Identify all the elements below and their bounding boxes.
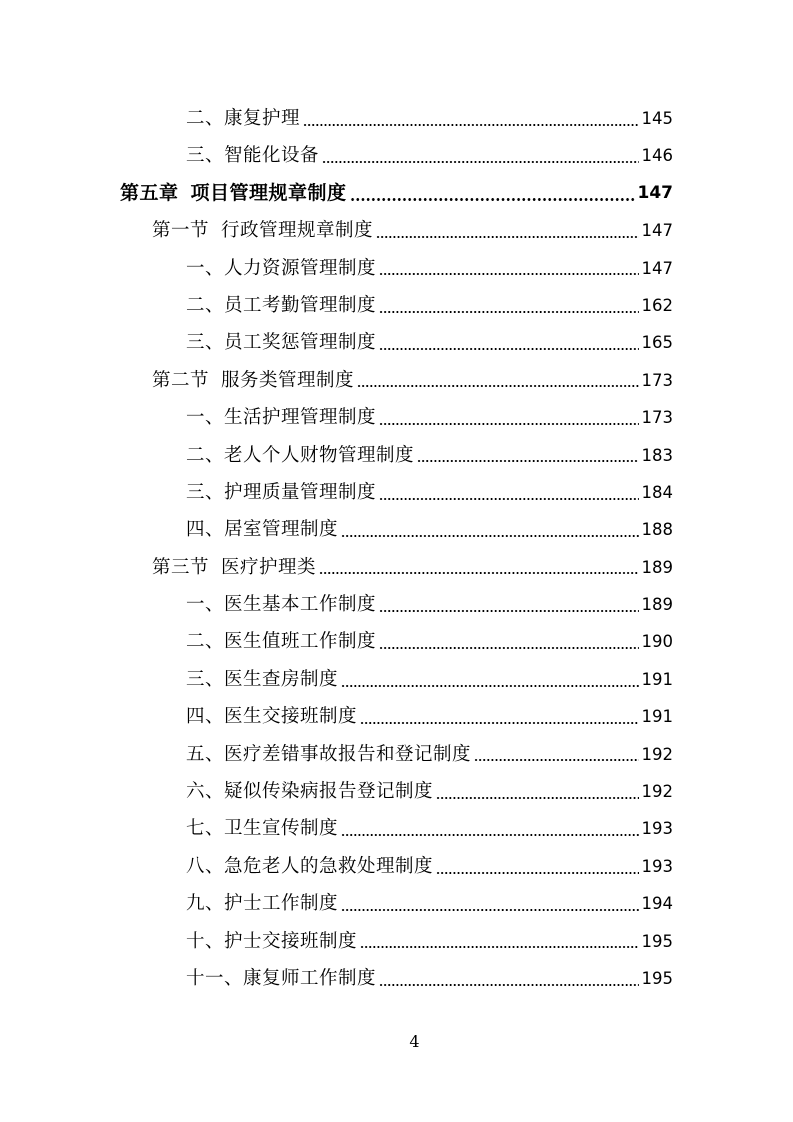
toc-entry-label: 一、 (186, 257, 225, 279)
toc-item-entry[interactable] (0, 810, 673, 847)
toc-entry-text: 医疗差错事故报告和登记制度 (224, 743, 472, 765)
dot-leader (350, 198, 635, 201)
toc-entry-text: 生活护理管理制度 (224, 407, 377, 429)
toc-entry-title (186, 773, 433, 810)
toc-item-entry[interactable] (0, 399, 673, 436)
dot-leader (436, 872, 638, 874)
toc-item-entry[interactable] (0, 586, 673, 623)
toc-entry-text: 康复护理 (224, 108, 301, 129)
toc-entry-label: 二、 (186, 444, 225, 466)
toc-entry-text: 人力资源管理制度 (224, 257, 377, 279)
toc-entry-text: 医生基本工作制度 (224, 594, 377, 616)
toc-entry-text: 康复师工作制度 (243, 967, 377, 989)
dot-leader (436, 797, 638, 799)
toc-entry-title (186, 698, 357, 735)
toc-entry-page: 195 (641, 968, 673, 988)
toc-item-entry[interactable] (0, 100, 673, 137)
toc-item-entry[interactable] (0, 661, 673, 698)
toc-entry-title (186, 137, 319, 174)
toc-entry-text: 居室管理制度 (224, 519, 339, 541)
dot-leader (417, 460, 638, 462)
toc-entry-title (186, 399, 376, 436)
toc-entry-text: 员工奖惩管理制度 (224, 332, 377, 354)
toc-entry-title (186, 923, 357, 960)
toc-entry-page: 183 (641, 445, 673, 465)
toc-entry-text: 服务类管理制度 (221, 369, 355, 391)
toc-entry-title (186, 586, 376, 623)
dot-leader (379, 647, 638, 649)
toc-item-entry[interactable] (0, 923, 673, 960)
dot-leader (376, 236, 638, 238)
toc-entry-label: 二、 (186, 294, 225, 316)
toc-entry-text: 卫生宣传制度 (224, 818, 339, 840)
toc-entry-title (186, 810, 338, 847)
toc-entry-page: 190 (641, 632, 673, 652)
toc-entry-label: 第五章 (120, 181, 179, 204)
dot-leader (474, 759, 638, 761)
toc-entry-label: 六、 (186, 781, 225, 803)
toc-section-entry[interactable] (0, 362, 673, 399)
toc-entry-page: 147 (637, 182, 673, 203)
toc-entry-text: 员工考勤管理制度 (224, 294, 377, 316)
toc-entry-title (186, 250, 376, 287)
toc-entry-text: 智能化设备 (224, 145, 320, 167)
toc-entry-text: 护士交接班制度 (224, 930, 358, 952)
dot-leader (341, 834, 638, 836)
dot-leader (341, 909, 638, 911)
toc-entry-page: 189 (641, 595, 673, 615)
toc-entry-title (186, 474, 376, 511)
toc-entry-page: 192 (641, 744, 673, 764)
dot-leader (319, 572, 638, 574)
dot-leader (379, 423, 638, 425)
toc-entry-label: 四、 (186, 706, 225, 728)
dot-leader (360, 946, 638, 948)
toc-entry-label: 七、 (186, 818, 225, 840)
toc-entry-text: 项目管理规章制度 (190, 181, 347, 204)
toc-entry-title (120, 175, 347, 212)
toc-entry-page: 147 (641, 221, 673, 241)
toc-entry-title (186, 100, 300, 137)
toc-entry-label: 二、 (186, 631, 225, 653)
toc-entry-page: 193 (641, 856, 673, 876)
toc-entry-label: 一、 (186, 407, 225, 429)
toc-entry-page: 145 (641, 109, 673, 128)
toc-entry-page: 193 (641, 819, 673, 839)
toc-entry-title (152, 549, 316, 586)
toc-item-entry[interactable] (0, 848, 673, 885)
toc-entry-label: 二、 (186, 108, 225, 129)
toc-entry-text: 行政管理规章制度 (221, 220, 374, 242)
dot-leader (357, 385, 638, 387)
dot-leader (379, 984, 638, 986)
toc-entry-label: 四、 (186, 519, 225, 541)
dot-leader (303, 124, 638, 126)
toc-entry-text: 医生交接班制度 (224, 706, 358, 728)
toc-entry-label: 三、 (186, 481, 225, 503)
toc-entry-text: 护士工作制度 (224, 893, 339, 915)
toc-item-entry[interactable] (0, 137, 673, 174)
toc-item-entry[interactable] (0, 250, 673, 287)
toc-entry-page: 192 (641, 782, 673, 802)
toc-item-entry[interactable] (0, 324, 673, 361)
toc-entry-label: 第二节 (152, 369, 210, 391)
toc-entry-label: 第三节 (152, 556, 210, 578)
toc-entry-label: 三、 (186, 668, 225, 690)
toc-entry-label: 五、 (186, 743, 225, 765)
table-of-contents (0, 100, 793, 997)
toc-entry-title (186, 324, 376, 361)
toc-entry-text: 医生值班工作制度 (224, 631, 377, 653)
toc-entry-label: 八、 (186, 855, 225, 877)
dot-leader (360, 722, 638, 724)
toc-section-entry[interactable] (0, 549, 673, 586)
toc-entry-text: 医生查房制度 (224, 668, 339, 690)
toc-entry-text: 急危老人的急救处理制度 (224, 855, 434, 877)
dot-leader (322, 161, 638, 163)
toc-entry-page: 173 (641, 370, 673, 390)
toc-entry-page: 165 (641, 333, 673, 353)
toc-entry-title (186, 623, 376, 660)
toc-entry-page: 195 (641, 931, 673, 951)
toc-entry-label: 一、 (186, 594, 225, 616)
toc-item-entry[interactable] (0, 437, 673, 474)
dot-leader (379, 498, 638, 500)
toc-item-entry[interactable] (0, 885, 673, 922)
toc-entry-page: 191 (641, 669, 673, 689)
toc-entry-title (152, 362, 354, 399)
toc-entry-page: 184 (641, 482, 673, 502)
toc-entry-label: 第一节 (152, 220, 210, 242)
toc-item-entry[interactable] (0, 623, 673, 660)
dot-leader (379, 348, 638, 350)
toc-item-entry[interactable] (0, 960, 673, 997)
toc-entry-title (186, 287, 376, 324)
page-number: 4 (409, 1032, 420, 1051)
toc-entry-page: 188 (641, 520, 673, 540)
toc-entry-title (186, 661, 338, 698)
toc-entry-title (186, 960, 376, 997)
toc-chapter-entry[interactable] (0, 175, 673, 212)
toc-item-entry[interactable] (0, 698, 673, 735)
toc-item-entry[interactable] (0, 287, 673, 324)
toc-entry-label: 九、 (186, 893, 225, 915)
toc-entry-label: 十、 (186, 930, 225, 952)
toc-entry-page: 191 (641, 707, 673, 727)
dot-leader (379, 273, 638, 275)
toc-section-entry[interactable] (0, 212, 673, 249)
toc-entry-title (186, 736, 471, 773)
toc-entry-text: 护理质量管理制度 (224, 481, 377, 503)
toc-entry-title (186, 437, 414, 474)
toc-entry-title (152, 212, 373, 249)
toc-item-entry[interactable] (0, 511, 673, 548)
toc-entry-label: 十一、 (186, 967, 244, 989)
dot-leader (379, 311, 638, 313)
dot-leader (341, 685, 638, 687)
toc-entry-page: 146 (641, 146, 673, 166)
toc-entry-text: 疑似传染病报告登记制度 (224, 781, 434, 803)
dot-leader (341, 535, 638, 537)
toc-entry-page: 194 (641, 894, 673, 914)
toc-entry-title (186, 848, 433, 885)
toc-entry-title (186, 885, 338, 922)
toc-entry-label: 三、 (186, 145, 225, 167)
dot-leader (379, 610, 638, 612)
toc-entry-page: 173 (641, 408, 673, 428)
toc-entry-label: 三、 (186, 332, 225, 354)
toc-entry-page: 147 (641, 258, 673, 278)
toc-entry-title (186, 511, 338, 548)
toc-entry-page: 162 (641, 295, 673, 315)
toc-item-entry[interactable] (0, 773, 673, 810)
toc-item-entry[interactable] (0, 474, 673, 511)
toc-item-entry[interactable] (0, 736, 673, 773)
toc-entry-page: 189 (641, 557, 673, 577)
toc-entry-text: 老人个人财物管理制度 (224, 444, 415, 466)
toc-entry-text: 医疗护理类 (221, 556, 317, 578)
